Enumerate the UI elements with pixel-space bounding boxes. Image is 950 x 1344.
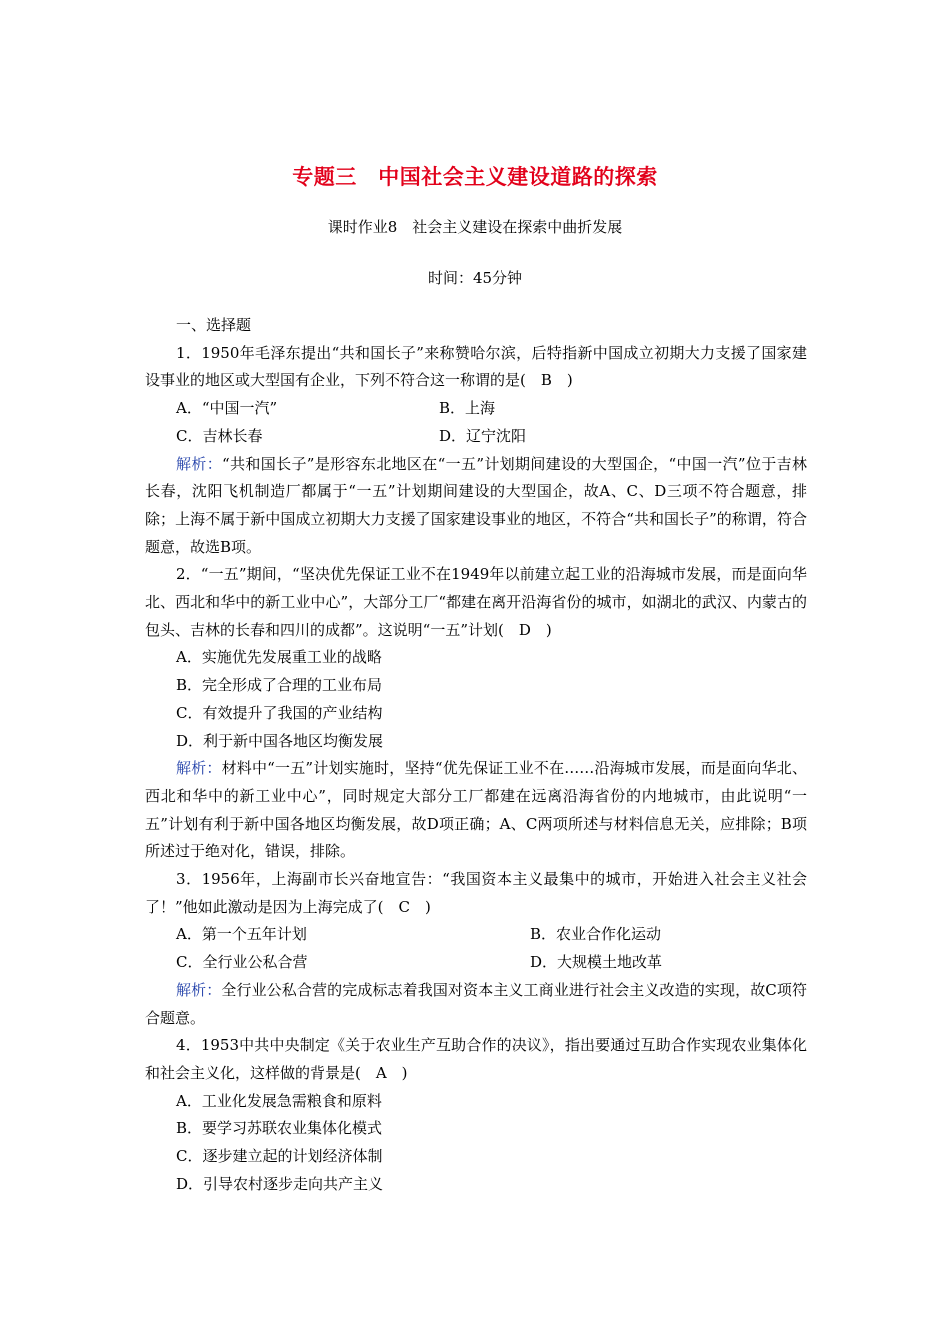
option-d: D．辽宁沈阳 (439, 426, 527, 445)
question-4-stem: 4．1953中共中央制定《关于农业生产互助合作的决议》，指出要通过互助合作实现农业集体化和社会主义化，这样做的背景是( A ) (145, 1036, 807, 1082)
analysis-label: 解析： (176, 759, 222, 778)
option-b: B．农业合作化运动 (530, 925, 662, 944)
option-c: C．吉林长春 (176, 426, 263, 445)
question-3-analysis (145, 977, 807, 1032)
option-d: D．大规模土地改革 (530, 953, 663, 972)
analysis-label: 解析： (176, 980, 222, 999)
question-1-options-row-2 (145, 423, 807, 451)
analysis-text: 材料中“一五”计划实施时，坚持“优先保证工业不在……沿海城市发展，而是面向华北、西北和华中的新工业中心”，同时规定大部分工厂都建在远离沿海省份的内地城市，由此说明“一五”计划有利于新中国各地区均衡发展，故D项正确；A、C两项所述与材料信息无关，应排除；B项所述过于绝对化，错误，排除。 (145, 759, 807, 861)
lesson-subtitle: 课时作业8 社会主义建设在探索中曲折发展 (327, 218, 623, 236)
question-content (145, 312, 807, 1199)
option-c: C．全行业公私合营 (176, 953, 308, 972)
question-3-options-row-2 (145, 949, 807, 977)
option-a: A．工业化发展急需粮食和原料 (176, 1091, 382, 1110)
option-c: C．逐步建立起的计划经济体制 (176, 1147, 383, 1166)
question-1-analysis (145, 451, 807, 562)
question-2-analysis (145, 755, 807, 866)
analysis-text: “共和国长子”是形容东北地区在“一五”计划期间建设的大型国企，“中国一汽”位于吉林长春，沈阳飞机制造厂都属于“一五”计划期间建设的大型国企，故A、C、D三项不符合题意，排除；上海不属于新中国成立初期大力支援了国家建设事业的地区，不符合“共和国长子”的称谓，符合题意，故选B项。 (145, 454, 807, 556)
option-b: B．要学习苏联农业集体化模式 (176, 1119, 383, 1138)
document-title: 专题三 中国社会主义建设道路的探索 (292, 165, 658, 189)
time-limit: 时间：45分钟 (427, 269, 523, 287)
question-3-options-row-1 (145, 921, 807, 949)
option-a: A．实施优先发展重工业的战略 (176, 648, 382, 667)
analysis-label: 解析： (176, 454, 223, 473)
option-b: B．上海 (439, 399, 496, 418)
option-a: A．“中国一汽” (176, 399, 278, 418)
analysis-text: 全行业公私合营的完成标志着我国对资本主义工商业进行社会主义改造的实现，故C项符合题意。 (145, 980, 807, 1027)
option-a: A．第一个五年计划 (176, 925, 307, 944)
question-2-stem: 2．“一五”期间，“坚决优先保证工业不在1949年以前建立起工业的沿海城市发展，而是面向华北、西北和华中的新工业中心”，大部分工厂“都建在离开沿海省份的城市，如湖北的武汉、内蒙古的包头、吉林的长春和四川的成都”。这说明“一五”计划( D ) (145, 565, 807, 639)
question-1-stem: 1．1950年毛泽东提出“共和国长子”来称赞哈尔滨，后特指新中国成立初期大力支援了国家建设事业的地区或大型国有企业，下列不符合这一称谓的是( B ) (145, 343, 807, 390)
option-d: D．引导农村逐步走向共产主义 (176, 1174, 384, 1193)
question-3-stem: 3．1956年，上海副市长兴奋地宣告：“我国资本主义最集中的城市，开始进入社会主义社会了！”他如此激动是因为上海完成了( C ) (145, 870, 807, 916)
option-b: B．完全形成了合理的工业布局 (176, 676, 383, 695)
section-heading: 一、选择题 (176, 316, 252, 334)
option-d: D．利于新中国各地区均衡发展 (176, 731, 384, 750)
question-1-options-row-1 (145, 395, 807, 423)
option-c: C．有效提升了我国的产业结构 (176, 703, 383, 722)
